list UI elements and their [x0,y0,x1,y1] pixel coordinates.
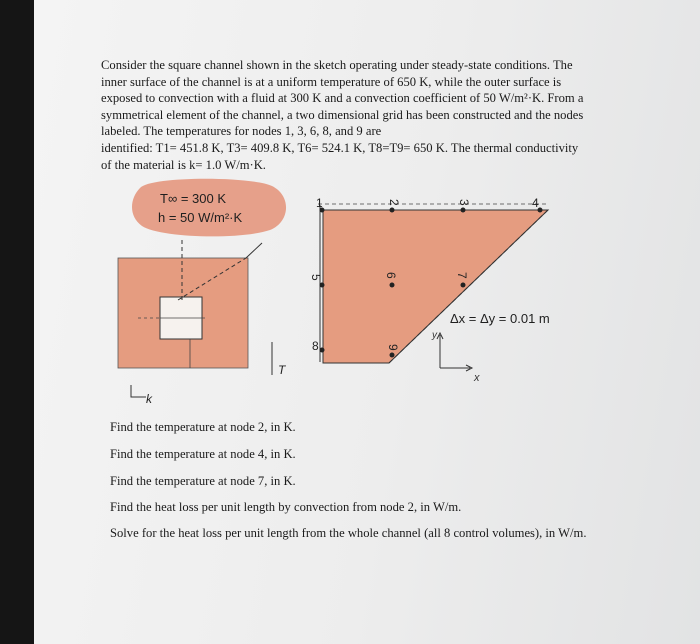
question-item: Find the temperature at node 2, in K. [110,420,296,434]
problem-line: exposed to convection with a fluid at 300 K and a convection coefficient of 50 W/m²·K. From a [101,91,584,106]
node-label: 6 [384,272,398,279]
node-label: 1 [316,196,323,210]
k-label: k [146,392,152,406]
node-label: 4 [532,196,539,210]
problem-line: symmetrical element of the channel, a two dimensional grid has been constructed and the nodes [101,107,584,122]
question-item: Find the heat loss per unit length by convection from node 2, in W/m. [110,500,462,514]
problem-line: labeled. The temperatures for nodes 1, 3, 6, 8, and 9 are [101,124,382,139]
node-label: 3 [457,199,471,206]
x-axis-label: x [474,372,480,384]
conditions-bubble [132,179,286,237]
node-label: 2 [387,199,401,206]
node-label: 5 [309,274,323,281]
question-item: Find the temperature at node 4, in K. [110,447,296,461]
spacing-label: Δx = Δy = 0.01 m [450,311,550,326]
square-channel [118,240,287,406]
problem-line: Consider the square channel shown in the sketch operating under steady-state conditions. The [101,58,573,72]
node-label: 9 [386,344,400,351]
t-label: T [278,363,286,377]
node-label: 7 [455,272,469,279]
problem-line: inner surface of the channel is at a uniform temperature of 650 K, while the outer surface is [101,74,562,89]
y-axis-label: y [432,330,437,341]
node-label: 8 [312,339,319,353]
problem-line: identified: T1= 451.8 K, T3= 409.8 K, T6= 524.1 K, T8=T9= 650 K. The thermal conductivity [101,140,579,155]
h-label: h = 50 W/m²·K [158,210,243,225]
question-item: Solve for the heat loss per unit length from the whole channel (all 8 control volumes), in W/m. [110,526,587,540]
question-item: Find the temperature at node 7, in K. [110,474,296,488]
xy-axes [431,330,480,384]
t-inf-label: T∞ = 300 K [160,191,226,206]
symmetric-element [309,196,550,384]
problem-line: of the material is k= 1.0 W/m·K. [101,157,266,172]
